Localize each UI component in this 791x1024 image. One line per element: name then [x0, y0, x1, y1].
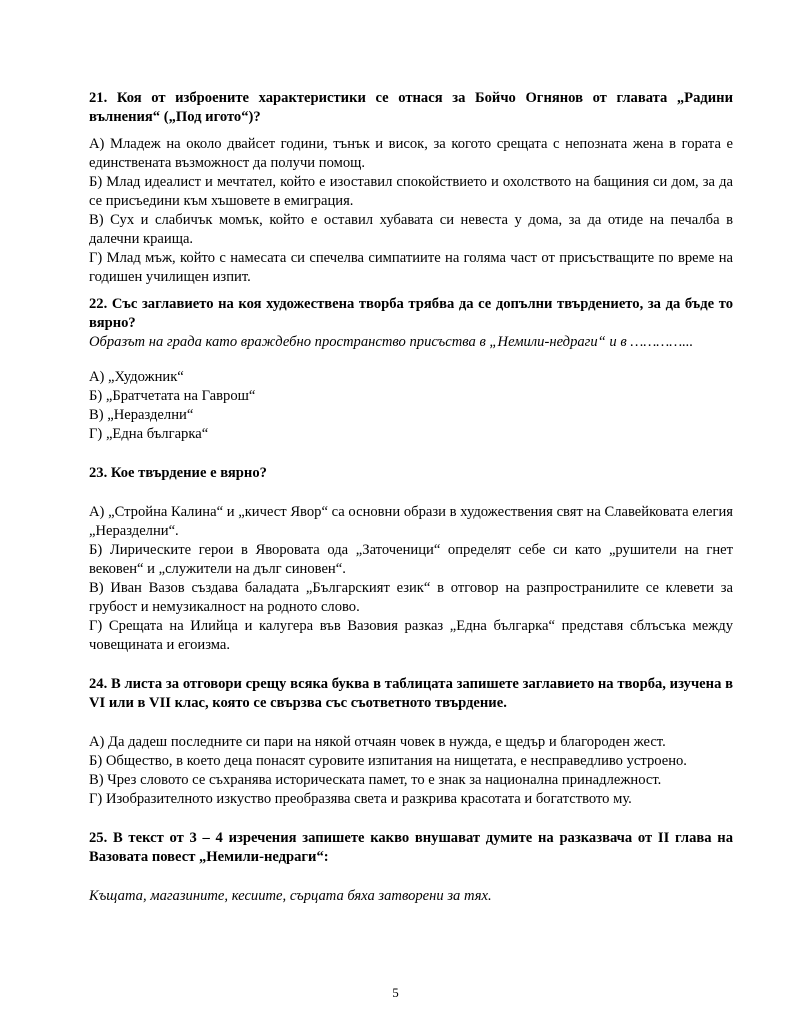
page-content — [89, 89, 733, 906]
question-title: 25. В текст от 3 – 4 изречения запишете какво внушават думите на разказвача от II глава на Вазовата повест „Немили-недраги“: — [89, 830, 733, 865]
option-v: В) Чрез словото се съхранява историческата памет, то е знак за национална принадлежност. — [89, 772, 662, 788]
question-title: 24. В листа за отговори срещу всяка буква в таблицата запишете заглавието на творба, изучена в VI или в VII клас, която се свързва със съответното твърдение. — [89, 676, 733, 711]
option-g: Г) Изобразителното изкуство преобразява света и разкрива красотата и богатството му. — [89, 791, 632, 807]
option-g: Г) Срещата на Илийца и калугера във Вазовия разказ „Една българка“ представя сблъсъка между човещината и егоизма. — [89, 618, 733, 653]
page-number: 5 — [392, 985, 399, 1000]
option-b: Б) Общество, в което деца понасят суровите изпитания на нищетата, е несправедливо устроено. — [89, 753, 687, 769]
question-title: 21. Коя от изброените характеристики се отнася за Бойчо Огнянов от главата „Радини вълнения“ („Под игото“)? — [89, 90, 733, 125]
option-a: А) Младеж на около двайсет години, тънък и висок, за когото срещата с непозната жена в гората е единствената възможност да получи помощ. — [89, 136, 733, 171]
question-title: 23. Кое твърдение е вярно? — [89, 465, 267, 481]
option-g: Г) Млад мъж, който с намесата си спечелва симпатиите на голяма част от присъстващите по време на годишен училищен изпит. — [89, 250, 733, 285]
question-23 — [89, 464, 733, 655]
quoted-sentence: Къщата, магазините, кесиите, сърцата бяха затворени за тях. — [89, 888, 492, 904]
question-21 — [89, 89, 733, 287]
question-statement: Образът на града като враждебно пространство присъства в „Немили-недраги“ и в …………... — [89, 334, 694, 350]
option-a: А) „Художник“ — [89, 369, 184, 385]
question-22 — [89, 295, 733, 444]
option-v: В) Иван Вазов създава баладата „Българският език“ в отговор на разпространилите се клевети за грубост и немузикалност на родното слово. — [89, 580, 733, 615]
option-a: А) „Стройна Калина“ и „кичест Явор“ са основни образи в художествения свят на Славейковата елегия „Неразделни“. — [89, 504, 733, 539]
option-g: Г) „Една българка“ — [89, 426, 209, 442]
option-v: В) Сух и слабичък момък, който е оставил хубавата си невеста у дома, за да отиде на печалба в далечни краища. — [89, 212, 733, 247]
question-25 — [89, 829, 733, 906]
option-v: В) „Неразделни“ — [89, 407, 194, 423]
question-title: 22. Със заглавието на коя художествена творба трябва да се допълни твърдението, за да бъде то вярно? — [89, 296, 733, 331]
option-b: Б) Млад идеалист и мечтател, който е изоставил спокойствието и охолството на бащиния си дом, за да се присъедини към хъшовете в емиграция. — [89, 174, 733, 209]
option-b: Б) Лирическите герои в Яворовата ода „Заточеници“ определят себе си като „рушители на гнет вековен“ и „служители на дълг синовен“. — [89, 542, 733, 577]
option-b: Б) „Братчетата на Гаврош“ — [89, 388, 256, 404]
option-a: А) Да дадеш последните си пари на някой отчаян човек в нужда, е щедър и благороден жест. — [89, 734, 666, 750]
question-24 — [89, 675, 733, 809]
